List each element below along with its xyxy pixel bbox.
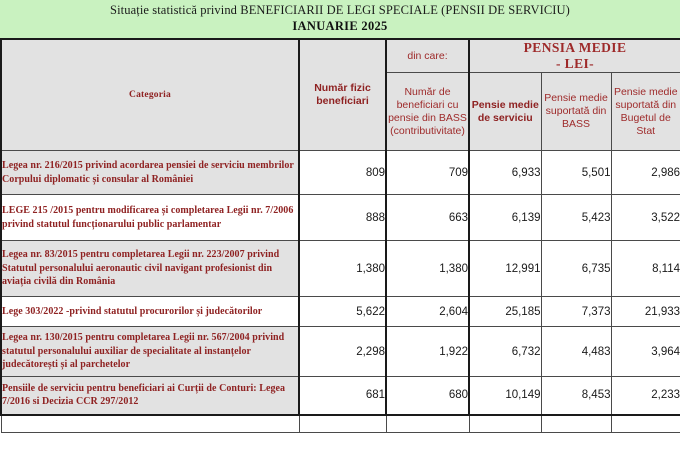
row-avg-service: 12,991 <box>469 241 541 297</box>
row-avg-bass: 5,501 <box>541 151 611 195</box>
row-category: Legea nr. 130/2015 pentru completarea Legii nr. 567/2004 privind statutul personalului auxiliar de specialitate al instanțelor judecătorești și al parchetelor <box>1 327 299 377</box>
header-physical-count: Număr fizic beneficiari <box>299 39 386 151</box>
empty-cell <box>299 415 386 433</box>
row-avg-state: 3,522 <box>611 195 680 241</box>
row-bass-count: 1,380 <box>386 241 469 297</box>
header-avg-bass: Pensie medie suportată din BASS <box>541 73 611 151</box>
empty-cell <box>1 415 299 433</box>
header-din-care: din care: <box>386 39 469 73</box>
row-avg-state: 2,986 <box>611 151 680 195</box>
row-bass-count: 680 <box>386 377 469 415</box>
row-avg-bass: 4,483 <box>541 327 611 377</box>
row-bass-count: 663 <box>386 195 469 241</box>
row-avg-service: 6,139 <box>469 195 541 241</box>
row-avg-bass: 6,735 <box>541 241 611 297</box>
row-physical-count: 809 <box>299 151 386 195</box>
row-category: Legea nr. 83/2015 pentru completarea Legii nr. 223/2007 privind Statutul personalului aeronautic civil navigant profesionist din aviația civilă din România <box>1 241 299 297</box>
table-row-empty <box>1 415 680 433</box>
row-bass-count: 709 <box>386 151 469 195</box>
table-row <box>1 151 680 195</box>
row-category: LEGE 215 /2015 pentru modificarea și completarea Legii nr. 7/2006 privind statutul funcționarului public parlamentar <box>1 195 299 241</box>
row-avg-bass: 5,423 <box>541 195 611 241</box>
row-avg-service: 25,185 <box>469 297 541 327</box>
row-avg-service: 10,149 <box>469 377 541 415</box>
pension-statistics-table <box>0 38 680 433</box>
header-bass-count: Număr de beneficiari cu pensie din BASS (contributivitate) <box>386 73 469 151</box>
row-avg-state: 8,114 <box>611 241 680 297</box>
row-physical-count: 888 <box>299 195 386 241</box>
title-banner <box>0 0 680 38</box>
header-avg-state: Pensie medie suportată din Bugetul de Stat <box>611 73 680 151</box>
row-avg-state: 3,964 <box>611 327 680 377</box>
row-avg-bass: 7,373 <box>541 297 611 327</box>
row-avg-service: 6,732 <box>469 327 541 377</box>
page-subtitle: IANUARIE 2025 <box>292 19 388 33</box>
empty-cell <box>469 415 541 433</box>
row-category: Pensiile de serviciu pentru beneficiari ai Curții de Conturi: Legea 7/2016 si Decizia CCR 297/2012 <box>1 377 299 415</box>
table-row <box>1 377 680 415</box>
page-title: Situație statistică privind BENEFICIARII DE LEGI SPECIALE (PENSII DE SERVICIU) <box>110 3 570 17</box>
row-physical-count: 1,380 <box>299 241 386 297</box>
empty-cell <box>541 415 611 433</box>
empty-cell <box>611 415 680 433</box>
row-category: Lege 303/2022 -privind statutul procurorilor și judecătorilor <box>1 297 299 327</box>
table-row <box>1 241 680 297</box>
row-physical-count: 681 <box>299 377 386 415</box>
row-bass-count: 1,922 <box>386 327 469 377</box>
row-avg-service: 6,933 <box>469 151 541 195</box>
table-row <box>1 297 680 327</box>
table-header-row-group <box>1 39 680 73</box>
header-category: Categoria <box>1 39 299 151</box>
row-physical-count: 2,298 <box>299 327 386 377</box>
row-category: Legea nr. 216/2015 privind acordarea pensiei de serviciu membrilor Corpului diplomatic și consular al României <box>1 151 299 195</box>
table-row <box>1 327 680 377</box>
row-avg-state: 2,233 <box>611 377 680 415</box>
empty-cell <box>386 415 469 433</box>
row-bass-count: 2,604 <box>386 297 469 327</box>
header-group-pensia-medie <box>469 39 680 73</box>
table-row <box>1 195 680 241</box>
header-avg-service: Pensie medie de serviciu <box>469 73 541 151</box>
row-avg-bass: 8,453 <box>541 377 611 415</box>
header-group-unit: - LEI- <box>556 56 595 71</box>
row-physical-count: 5,622 <box>299 297 386 327</box>
header-group-label: PENSIA MEDIE <box>523 40 627 55</box>
row-avg-state: 21,933 <box>611 297 680 327</box>
